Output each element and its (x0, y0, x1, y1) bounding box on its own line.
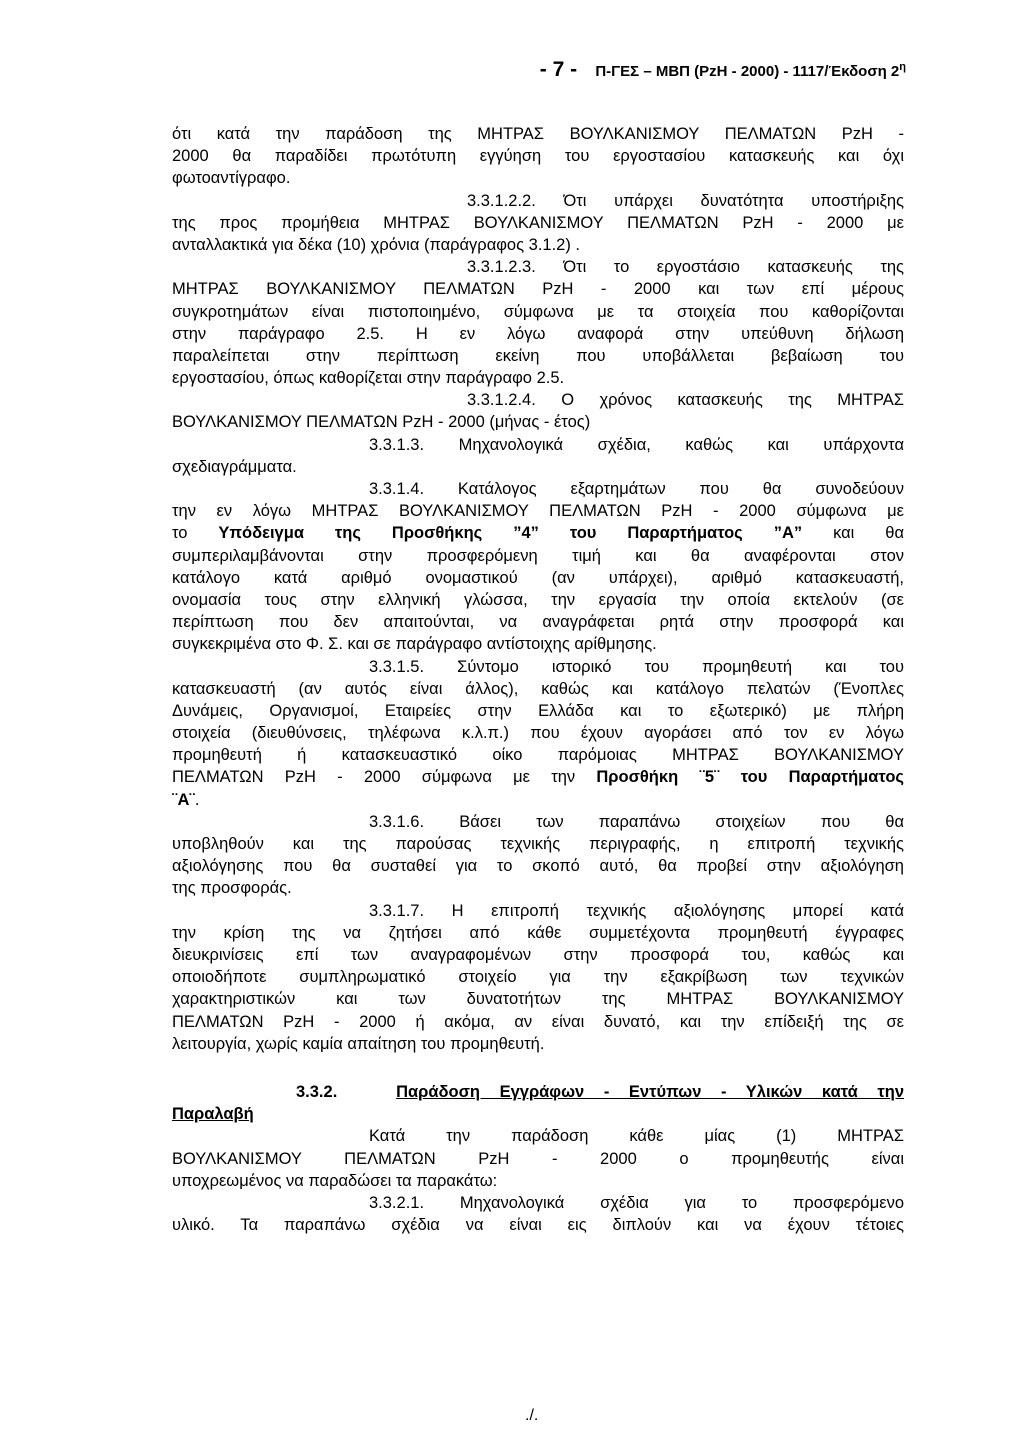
appendix-reference: Υπόδειγμα της Προσθήκης ”4” του Παραρτήματος ”Α” (218, 524, 803, 543)
text-line: υποχρεωμένος να παραδώσει τα παρακάτω: (172, 1171, 498, 1190)
text-line: υλικό. Τα παραπάνω σχέδια να είναι εις διπλούν και να έχουν τέτοιες (172, 1216, 904, 1235)
edition-superscript: η (899, 61, 906, 73)
appendix-reference: Προσθήκη ¨5¨ του Παραρτήματος (596, 768, 904, 787)
document-body (172, 123, 904, 1236)
document-reference: Π-ΓΕΣ – ΜΒΠ (ΡzΗ - 2000) - 1117/Έκδοση 2 (595, 63, 900, 80)
text-line: διευκρινίσεις επί των αναγραφομένων στην προσφορά του, καθώς και (172, 945, 904, 964)
text-line: της προς προμήθεια ΜΗΤΡΑΣ ΒΟΥΛΚΑΝΙΣΜΟΥ ΠΕΛΜΑΤΩΝ ΡzΗ - 2000 με (172, 213, 904, 232)
clause-3-3-1-6: 3.3.1.6. Βάσει των παραπάνω στοιχείων που θα (369, 812, 904, 831)
text-line (172, 522, 904, 544)
page-number: - 7 - (539, 58, 578, 81)
section-number: 3.3.2. (296, 1083, 338, 1102)
text-line: ΒΟΥΛΚΑΝΙΣΜΟΥ ΠΕΛΜΑΤΩΝ ΡzΗ - 2000 (μήνας - έτος) (172, 413, 591, 432)
text-line: στην παράγραφο 2.5. Η εν λόγω αναφορά στην υπεύθυνη δήλωση (172, 324, 904, 343)
section-title: Παράδοση Εγγράφων - Εντύπων - Υλικών κατά την (396, 1083, 904, 1102)
text-line: Κατά την παράδοση κάθε μίας (1) ΜΗΤΡΑΣ (369, 1127, 904, 1146)
spacer (172, 1055, 904, 1077)
text-span: το (172, 524, 219, 543)
text-line (172, 1103, 904, 1125)
text-line: ΠΕΛΜΑΤΩΝ ΡzΗ - 2000 ή ακόμα, αν είναι δυνατό, και την επίδειξή της σε (172, 1012, 904, 1031)
text-line: εργοστασίου, όπως καθορίζεται στην παράγραφο 2.5. (172, 369, 565, 388)
page-header (540, 58, 906, 82)
text-line: ότι κατά την παράδοση της ΜΗΤΡΑΣ ΒΟΥΛΚΑΝΙΣΜΟΥ ΠΕΛΜΑΤΩΝ ΡzΗ - (172, 125, 904, 143)
appendix-reference: ¨Α¨ (172, 790, 195, 809)
text-line: κατασκευαστή (αν αυτός είναι άλλος), καθώς και κατάλογο πελατών (Ένοπλες (172, 679, 904, 698)
text-line: συμπεριλαμβάνονται στην προσφερόμενη τιμή και θα αναφέρονται στον (172, 546, 904, 565)
text-line: 2000 θα παραδίδει πρωτότυπη εγγύηση του εργοστασίου κατασκευής και όχι (172, 147, 904, 166)
text-line: ονομασία τους στην ελληνική γλώσσα, την εργασία την οποία εκτελούν (σε (172, 590, 904, 609)
text-line: της προσφοράς. (172, 879, 292, 898)
text-line: συγκεκριμένα στο Φ. Σ. και σε παράγραφο αντίστοιχης αρίθμησης. (172, 635, 657, 654)
clause-3-3-1-4: 3.3.1.4. Κατάλογος εξαρτημάτων που θα συνοδεύουν (369, 480, 904, 498)
text-line (172, 789, 904, 811)
continuation-mark: ./. (525, 1407, 539, 1424)
text-line: την κρίση της να ζητήσει από κάθε συμμετέχοντα προμηθευτή έγγραφες (172, 923, 904, 942)
text-line: φωτοαντίγραφο. (172, 169, 291, 188)
text-line: συγκροτημάτων είναι πιστοποιημένο, σύμφωνα με τα στοιχεία που καθορίζονται (172, 302, 904, 321)
text-span: ΠΕΛΜΑΤΩΝ ΡzΗ - 2000 σύμφωνα με την (172, 768, 597, 787)
clause-3-3-2-1: 3.3.2.1. Μηχανολογικά σχέδια για το προσφερόμενο (369, 1194, 904, 1212)
text-span: . (194, 790, 200, 809)
text-line: υποβληθούν και της παρούσας τεχνικής περιγραφής, η επιτροπή τεχνικής (172, 835, 904, 853)
clause-3-3-1-3: 3.3.1.3. Μηχανολογικά σχέδια, καθώς και υπάρχοντα (369, 435, 904, 454)
text-line: χαρακτηριστικών και των δυνατοτήτων της ΜΗΤΡΑΣ ΒΟΥΛΚΑΝΙΣΜΟΥ (172, 990, 904, 1009)
text-line: ανταλλακτικά για δέκα (10) χρόνια (παράγραφος 3.1.2) . (172, 235, 581, 254)
text-line (172, 766, 904, 788)
clause-3-3-1-5: 3.3.1.5. Σύντομο ιστορικό του προμηθευτή και του (369, 657, 904, 676)
text-line: Δυνάμεις, Οργανισμοί, Εταιρείες στην Ελλάδα και το εξωτερικό) με πλήρη (172, 701, 904, 720)
clause-3-3-1-2-2: 3.3.1.2.2. Ότι υπάρχει δυνατότητα υποστήριξης (467, 191, 904, 210)
section-title-continued: Παραλαβή (172, 1105, 254, 1124)
text-line: ΒΟΥΛΚΑΝΙΣΜΟΥ ΠΕΛΜΑΤΩΝ ΡzΗ - 2000 ο προμηθευτής είναι (172, 1149, 904, 1168)
text-line: στοιχεία (διευθύνσεις, τηλέφωνα κ.λ.π.) που έχουν αγοράσει από τον εν λόγω (172, 724, 904, 743)
text-line: σχεδιαγράμματα. (172, 457, 297, 476)
clause-3-3-1-7: 3.3.1.7. Η επιτροπή τεχνικής αξιολόγησης μπορεί κατά (369, 901, 904, 920)
text-line: αξιολόγησης που θα συσταθεί για το σκοπό αυτό, θα προβεί στην αξιολόγηση (172, 857, 904, 876)
text-line: λειτουργία, χωρίς καμία απαίτηση του προμηθευτή. (172, 1034, 545, 1053)
text-line: περίπτωση που δεν απαιτούνται, να αναγράφεται ρητά στην προσφορά και (172, 613, 904, 632)
text-line: την εν λόγω ΜΗΤΡΑΣ ΒΟΥΛΚΑΝΙΣΜΟΥ ΠΕΛΜΑΤΩΝ ΡzΗ - 2000 σύμφωνα με (172, 502, 904, 521)
clause-3-3-1-2-4: 3.3.1.2.4. Ο χρόνος κατασκευής της ΜΗΤΡΑΣ (467, 391, 904, 410)
text-line: ΜΗΤΡΑΣ ΒΟΥΛΚΑΝΙΣΜΟΥ ΠΕΛΜΑΤΩΝ ΡzΗ - 2000 και των επί μέρους (172, 280, 904, 299)
text-line: οποιοδήποτε συμπληρωματικό στοιχείο για την εξακρίβωση των τεχνικών (172, 968, 904, 987)
section-heading (172, 1081, 904, 1103)
clause-3-3-1-2-3: 3.3.1.2.3. Ότι το εργοστάσιο κατασκευής της (467, 258, 904, 277)
text-line: προμηθευτή ή κατασκευαστικό οίκο παρόμοιας ΜΗΤΡΑΣ ΒΟΥΛΚΑΝΙΣΜΟΥ (172, 746, 904, 765)
text-span: και θα (802, 524, 905, 543)
text-line: κατάλογο κατά αριθμό ονομαστικού (αν υπάρχει), αριθμό κατασκευαστή, (172, 568, 904, 587)
text-line: παραλείπεται στην περίπτωση εκείνη που υποβάλλεται βεβαίωση του (172, 346, 904, 365)
